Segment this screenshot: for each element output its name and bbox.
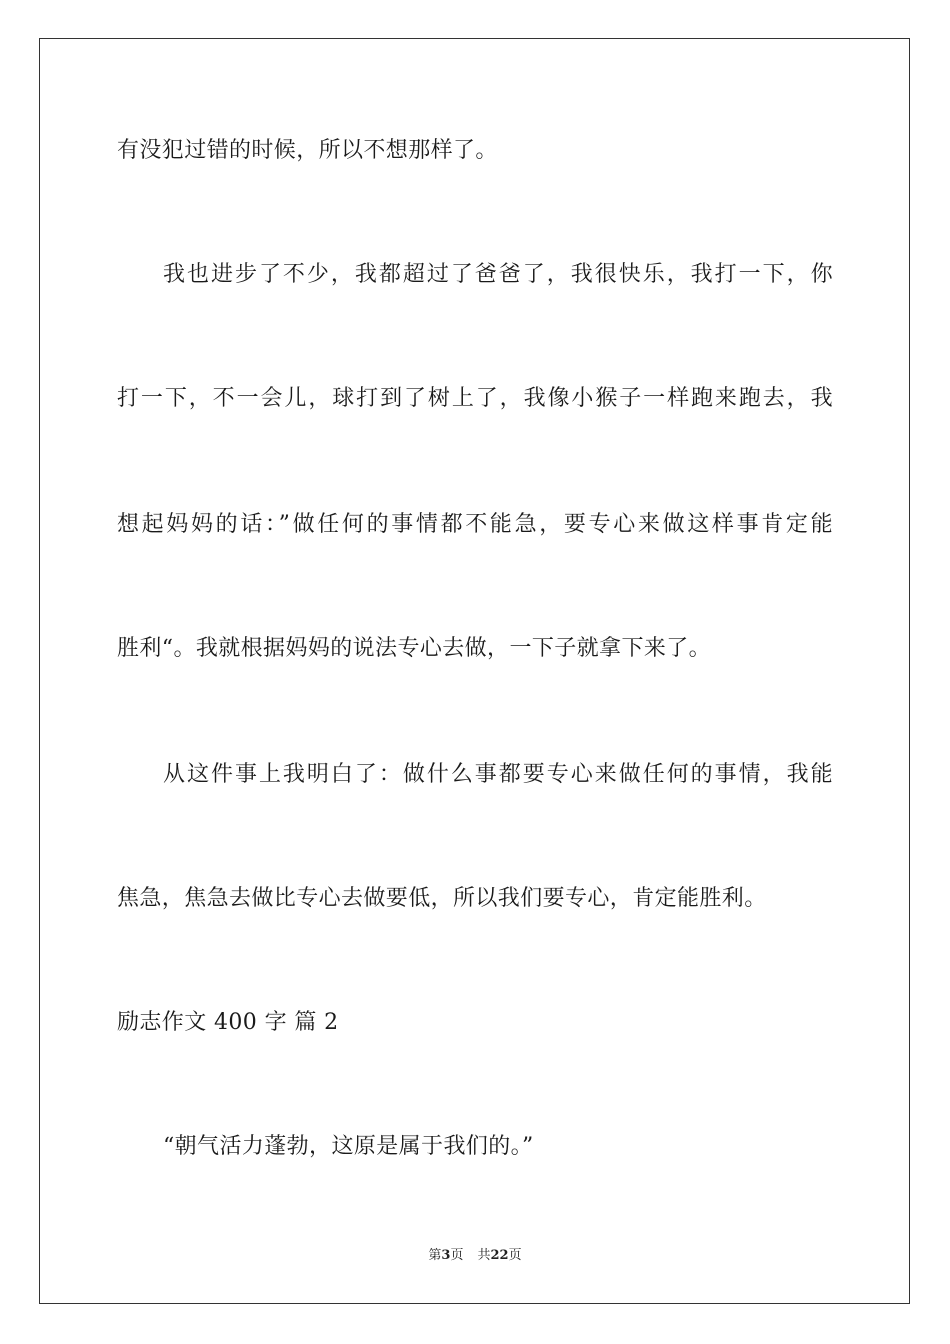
total-suffix: 页 (508, 1248, 522, 1263)
page-suffix: 页 (450, 1248, 464, 1263)
total-pages: 22 (490, 1248, 509, 1263)
quote-line: “朝气活力蓬勃，这原是属于我们的。” (163, 1134, 534, 1159)
section-heading: 励志作文 400 字 篇 2 (117, 1010, 339, 1035)
paragraph-line: 焦急，焦急去做比专心去做要低，所以我们要专心，肯定能胜利。 (117, 886, 767, 911)
paragraph-line: 我也进步了不少，我都超过了爸爸了，我很快乐，我打一下，你 (163, 262, 833, 287)
page-footer (0, 1247, 950, 1265)
paragraph-line: 打一下，不一会儿，球打到了树上了，我像小猴子一样跑来跑去，我 (117, 386, 833, 411)
page-border (39, 38, 910, 1304)
paragraph-line: 想起妈妈的话：”做任何的事情都不能急，要专心来做这样事肯定能 (117, 512, 833, 537)
paragraph-line: 胜利“。我就根据妈妈的说法专心去做，一下子就拿下来了。 (117, 636, 712, 661)
page-number: 3 (441, 1248, 451, 1263)
total-prefix: 共 (477, 1248, 491, 1263)
paragraph-line: 有没犯过错的时候，所以不想那样了。 (117, 138, 498, 163)
paragraph-line: 从这件事上我明白了：做什么事都要专心来做任何的事情，我能 (163, 762, 833, 787)
page-prefix: 第 (428, 1248, 442, 1263)
